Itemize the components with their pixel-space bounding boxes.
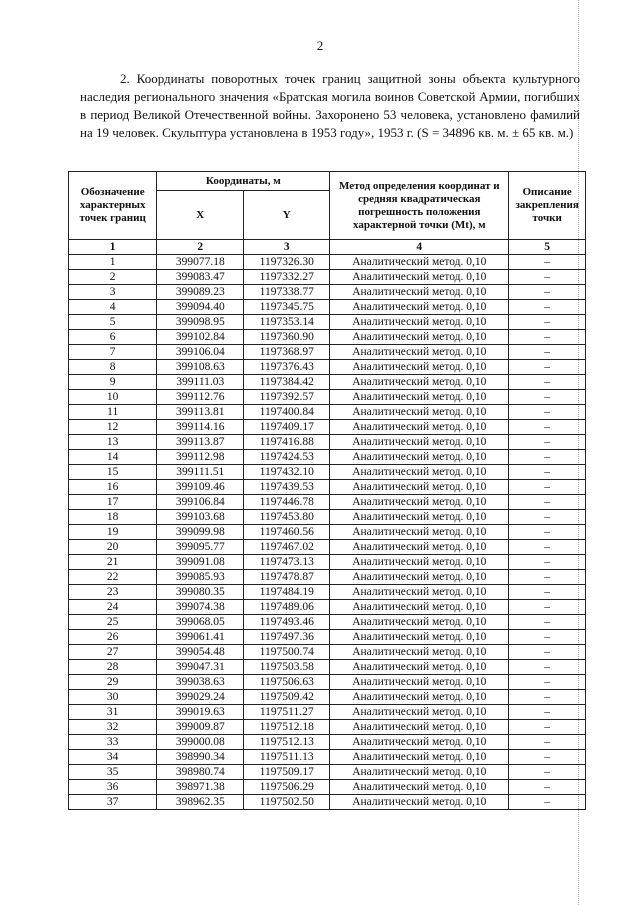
description-cell: – <box>509 705 586 720</box>
y-coordinate: 1197338.77 <box>244 285 330 300</box>
method-cell: Аналитический метод. 0,10 <box>330 750 509 765</box>
description-cell: – <box>509 600 586 615</box>
point-number: 20 <box>69 540 157 555</box>
table-row <box>69 450 586 465</box>
description-cell: – <box>509 570 586 585</box>
description-cell: – <box>509 630 586 645</box>
y-coordinate: 1197509.42 <box>244 690 330 705</box>
y-coordinate: 1197467.02 <box>244 540 330 555</box>
description-cell: – <box>509 765 586 780</box>
x-coordinate: 399077.18 <box>157 255 244 270</box>
table-row <box>69 405 586 420</box>
method-cell: Аналитический метод. 0,10 <box>330 495 509 510</box>
point-number: 28 <box>69 660 157 675</box>
point-number: 4 <box>69 300 157 315</box>
point-number: 9 <box>69 375 157 390</box>
description-cell: – <box>509 540 586 555</box>
description-cell: – <box>509 435 586 450</box>
intro-text: 2. Координаты поворотных точек границ защитной зоны объекта культурного наследия регионального значения «Братская могила воинов Советской Армии, погибших в период Великой Отечественной войны. Захоронено 53 человека, установлено фамилий на 19 человек. Скульптура установлена в 1953 году», 1953 г. (S = 34896 кв. м. ± 65 кв. м.) <box>80 71 580 140</box>
y-coordinate: 1197326.30 <box>244 255 330 270</box>
point-number: 7 <box>69 345 157 360</box>
y-coordinate: 1197493.46 <box>244 615 330 630</box>
description-cell: – <box>509 615 586 630</box>
table-row <box>69 330 586 345</box>
table-row <box>69 660 586 675</box>
table-row <box>69 375 586 390</box>
header-description: Описание закрепления точки <box>509 172 586 240</box>
description-cell: – <box>509 690 586 705</box>
method-cell: Аналитический метод. 0,10 <box>330 705 509 720</box>
point-number: 23 <box>69 585 157 600</box>
point-number: 8 <box>69 360 157 375</box>
header-x: X <box>157 191 244 240</box>
intro-paragraph <box>80 70 580 142</box>
method-cell: Аналитический метод. 0,10 <box>330 780 509 795</box>
point-number: 5 <box>69 315 157 330</box>
table-row <box>69 345 586 360</box>
point-number: 27 <box>69 645 157 660</box>
table-row <box>69 270 586 285</box>
description-cell: – <box>509 375 586 390</box>
x-coordinate: 399091.08 <box>157 555 244 570</box>
method-cell: Аналитический метод. 0,10 <box>330 630 509 645</box>
point-number: 18 <box>69 510 157 525</box>
description-cell: – <box>509 255 586 270</box>
description-cell: – <box>509 285 586 300</box>
description-cell: – <box>509 420 586 435</box>
table-row <box>69 255 586 270</box>
method-cell: Аналитический метод. 0,10 <box>330 300 509 315</box>
table-row <box>69 675 586 690</box>
table-row <box>69 555 586 570</box>
x-coordinate: 399099.98 <box>157 525 244 540</box>
method-cell: Аналитический метод. 0,10 <box>330 690 509 705</box>
table-row <box>69 435 586 450</box>
y-coordinate: 1197353.14 <box>244 315 330 330</box>
table-body <box>69 255 586 810</box>
x-coordinate: 399111.51 <box>157 465 244 480</box>
y-coordinate: 1197332.27 <box>244 270 330 285</box>
description-cell: – <box>509 405 586 420</box>
method-cell: Аналитический метод. 0,10 <box>330 675 509 690</box>
method-cell: Аналитический метод. 0,10 <box>330 420 509 435</box>
column-number: 4 <box>330 240 509 255</box>
point-number: 30 <box>69 690 157 705</box>
description-cell: – <box>509 360 586 375</box>
description-cell: – <box>509 345 586 360</box>
table-row <box>69 630 586 645</box>
x-coordinate: 399061.41 <box>157 630 244 645</box>
x-coordinate: 399114.16 <box>157 420 244 435</box>
y-coordinate: 1197503.58 <box>244 660 330 675</box>
y-coordinate: 1197511.27 <box>244 705 330 720</box>
page-number: 2 <box>316 38 324 53</box>
method-cell: Аналитический метод. 0,10 <box>330 720 509 735</box>
y-coordinate: 1197489.06 <box>244 600 330 615</box>
table-row <box>69 585 586 600</box>
point-number: 26 <box>69 630 157 645</box>
y-coordinate: 1197424.53 <box>244 450 330 465</box>
x-coordinate: 399095.77 <box>157 540 244 555</box>
table-row <box>69 495 586 510</box>
y-coordinate: 1197478.87 <box>244 570 330 585</box>
table-row <box>69 525 586 540</box>
header-method: Метод определения координат и средняя квадратическая погрешность положения характерной точки (Mt), м <box>330 172 509 240</box>
description-cell: – <box>509 390 586 405</box>
point-number: 35 <box>69 765 157 780</box>
x-coordinate: 399106.84 <box>157 495 244 510</box>
table-row <box>69 600 586 615</box>
table-row <box>69 465 586 480</box>
y-coordinate: 1197345.75 <box>244 300 330 315</box>
description-cell: – <box>509 660 586 675</box>
x-coordinate: 399054.48 <box>157 645 244 660</box>
point-number: 19 <box>69 525 157 540</box>
table-row <box>69 690 586 705</box>
description-cell: – <box>509 315 586 330</box>
x-coordinate: 399103.68 <box>157 510 244 525</box>
column-number: 2 <box>157 240 244 255</box>
method-cell: Аналитический метод. 0,10 <box>330 255 509 270</box>
y-coordinate: 1197453.80 <box>244 510 330 525</box>
y-coordinate: 1197416.88 <box>244 435 330 450</box>
y-coordinate: 1197473.13 <box>244 555 330 570</box>
point-number: 33 <box>69 735 157 750</box>
header-y: Y <box>244 191 330 240</box>
table-row <box>69 735 586 750</box>
method-cell: Аналитический метод. 0,10 <box>330 600 509 615</box>
point-number: 10 <box>69 390 157 405</box>
point-number: 22 <box>69 570 157 585</box>
point-number: 13 <box>69 435 157 450</box>
method-cell: Аналитический метод. 0,10 <box>330 525 509 540</box>
method-cell: Аналитический метод. 0,10 <box>330 390 509 405</box>
table-row <box>69 720 586 735</box>
description-cell: – <box>509 555 586 570</box>
y-coordinate: 1197360.90 <box>244 330 330 345</box>
method-cell: Аналитический метод. 0,10 <box>330 570 509 585</box>
x-coordinate: 398962.35 <box>157 795 244 810</box>
method-cell: Аналитический метод. 0,10 <box>330 795 509 810</box>
column-number: 1 <box>69 240 157 255</box>
method-cell: Аналитический метод. 0,10 <box>330 435 509 450</box>
x-coordinate: 399098.95 <box>157 315 244 330</box>
method-cell: Аналитический метод. 0,10 <box>330 285 509 300</box>
table-row <box>69 420 586 435</box>
description-cell: – <box>509 300 586 315</box>
x-coordinate: 399074.38 <box>157 600 244 615</box>
point-number: 36 <box>69 780 157 795</box>
description-cell: – <box>509 510 586 525</box>
y-coordinate: 1197446.78 <box>244 495 330 510</box>
table-row <box>69 285 586 300</box>
description-cell: – <box>509 780 586 795</box>
x-coordinate: 399106.04 <box>157 345 244 360</box>
x-coordinate: 399029.24 <box>157 690 244 705</box>
y-coordinate: 1197484.19 <box>244 585 330 600</box>
method-cell: Аналитический метод. 0,10 <box>330 510 509 525</box>
table-row <box>69 780 586 795</box>
method-cell: Аналитический метод. 0,10 <box>330 360 509 375</box>
x-coordinate: 399083.47 <box>157 270 244 285</box>
table-row <box>69 390 586 405</box>
header-coordinates: Координаты, м <box>157 172 330 191</box>
method-cell: Аналитический метод. 0,10 <box>330 660 509 675</box>
x-coordinate: 398980.74 <box>157 765 244 780</box>
method-cell: Аналитический метод. 0,10 <box>330 315 509 330</box>
table-row <box>69 765 586 780</box>
table-header-row <box>69 172 586 191</box>
column-number-row <box>69 240 586 255</box>
method-cell: Аналитический метод. 0,10 <box>330 585 509 600</box>
method-cell: Аналитический метод. 0,10 <box>330 735 509 750</box>
x-coordinate: 399047.31 <box>157 660 244 675</box>
point-number: 34 <box>69 750 157 765</box>
y-coordinate: 1197506.63 <box>244 675 330 690</box>
point-number: 31 <box>69 705 157 720</box>
method-cell: Аналитический метод. 0,10 <box>330 645 509 660</box>
point-number: 24 <box>69 600 157 615</box>
column-number: 5 <box>509 240 586 255</box>
point-number: 37 <box>69 795 157 810</box>
x-coordinate: 399112.98 <box>157 450 244 465</box>
x-coordinate: 399019.63 <box>157 705 244 720</box>
table-row <box>69 795 586 810</box>
x-coordinate: 398971.38 <box>157 780 244 795</box>
point-number: 15 <box>69 465 157 480</box>
description-cell: – <box>509 270 586 285</box>
method-cell: Аналитический метод. 0,10 <box>330 540 509 555</box>
x-coordinate: 398990.34 <box>157 750 244 765</box>
x-coordinate: 399009.87 <box>157 720 244 735</box>
method-cell: Аналитический метод. 0,10 <box>330 615 509 630</box>
table-row <box>69 315 586 330</box>
y-coordinate: 1197432.10 <box>244 465 330 480</box>
point-number: 29 <box>69 675 157 690</box>
point-number: 21 <box>69 555 157 570</box>
table-row <box>69 360 586 375</box>
description-cell: – <box>509 330 586 345</box>
table-row <box>69 480 586 495</box>
description-cell: – <box>509 735 586 750</box>
point-number: 1 <box>69 255 157 270</box>
point-number: 6 <box>69 330 157 345</box>
point-number: 16 <box>69 480 157 495</box>
x-coordinate: 399085.93 <box>157 570 244 585</box>
point-number: 14 <box>69 450 157 465</box>
method-cell: Аналитический метод. 0,10 <box>330 270 509 285</box>
table-row <box>69 510 586 525</box>
method-cell: Аналитический метод. 0,10 <box>330 480 509 495</box>
x-coordinate: 399080.35 <box>157 585 244 600</box>
point-number: 2 <box>69 270 157 285</box>
description-cell: – <box>509 495 586 510</box>
description-cell: – <box>509 645 586 660</box>
description-cell: – <box>509 465 586 480</box>
method-cell: Аналитический метод. 0,10 <box>330 375 509 390</box>
x-coordinate: 399089.23 <box>157 285 244 300</box>
description-cell: – <box>509 795 586 810</box>
y-coordinate: 1197500.74 <box>244 645 330 660</box>
point-number: 32 <box>69 720 157 735</box>
header-designation: Обозначение характерных точек границ <box>69 172 157 240</box>
column-number: 3 <box>244 240 330 255</box>
description-cell: – <box>509 480 586 495</box>
method-cell: Аналитический метод. 0,10 <box>330 405 509 420</box>
y-coordinate: 1197460.56 <box>244 525 330 540</box>
x-coordinate: 399109.46 <box>157 480 244 495</box>
table-row <box>69 300 586 315</box>
y-coordinate: 1197512.18 <box>244 720 330 735</box>
y-coordinate: 1197497.36 <box>244 630 330 645</box>
x-coordinate: 399102.84 <box>157 330 244 345</box>
y-coordinate: 1197384.42 <box>244 375 330 390</box>
x-coordinate: 399094.40 <box>157 300 244 315</box>
x-coordinate: 399068.05 <box>157 615 244 630</box>
method-cell: Аналитический метод. 0,10 <box>330 450 509 465</box>
y-coordinate: 1197368.97 <box>244 345 330 360</box>
y-coordinate: 1197376.43 <box>244 360 330 375</box>
method-cell: Аналитический метод. 0,10 <box>330 345 509 360</box>
y-coordinate: 1197512.13 <box>244 735 330 750</box>
y-coordinate: 1197400.84 <box>244 405 330 420</box>
description-cell: – <box>509 750 586 765</box>
point-number: 25 <box>69 615 157 630</box>
y-coordinate: 1197502.50 <box>244 795 330 810</box>
table-row <box>69 645 586 660</box>
y-coordinate: 1197409.17 <box>244 420 330 435</box>
description-cell: – <box>509 450 586 465</box>
x-coordinate: 399038.63 <box>157 675 244 690</box>
y-coordinate: 1197509.17 <box>244 765 330 780</box>
x-coordinate: 399108.63 <box>157 360 244 375</box>
x-coordinate: 399112.76 <box>157 390 244 405</box>
point-number: 17 <box>69 495 157 510</box>
x-coordinate: 399000.08 <box>157 735 244 750</box>
method-cell: Аналитический метод. 0,10 <box>330 330 509 345</box>
coordinates-table <box>68 171 586 810</box>
description-cell: – <box>509 525 586 540</box>
y-coordinate: 1197439.53 <box>244 480 330 495</box>
y-coordinate: 1197506.29 <box>244 780 330 795</box>
table-row <box>69 705 586 720</box>
table-row <box>69 750 586 765</box>
x-coordinate: 399111.03 <box>157 375 244 390</box>
y-coordinate: 1197511.13 <box>244 750 330 765</box>
method-cell: Аналитический метод. 0,10 <box>330 465 509 480</box>
description-cell: – <box>509 585 586 600</box>
method-cell: Аналитический метод. 0,10 <box>330 765 509 780</box>
point-number: 11 <box>69 405 157 420</box>
table-row <box>69 540 586 555</box>
x-coordinate: 399113.87 <box>157 435 244 450</box>
x-coordinate: 399113.81 <box>157 405 244 420</box>
description-cell: – <box>509 675 586 690</box>
y-coordinate: 1197392.57 <box>244 390 330 405</box>
method-cell: Аналитический метод. 0,10 <box>330 555 509 570</box>
table-row <box>69 570 586 585</box>
point-number: 12 <box>69 420 157 435</box>
description-cell: – <box>509 720 586 735</box>
point-number: 3 <box>69 285 157 300</box>
table-row <box>69 615 586 630</box>
